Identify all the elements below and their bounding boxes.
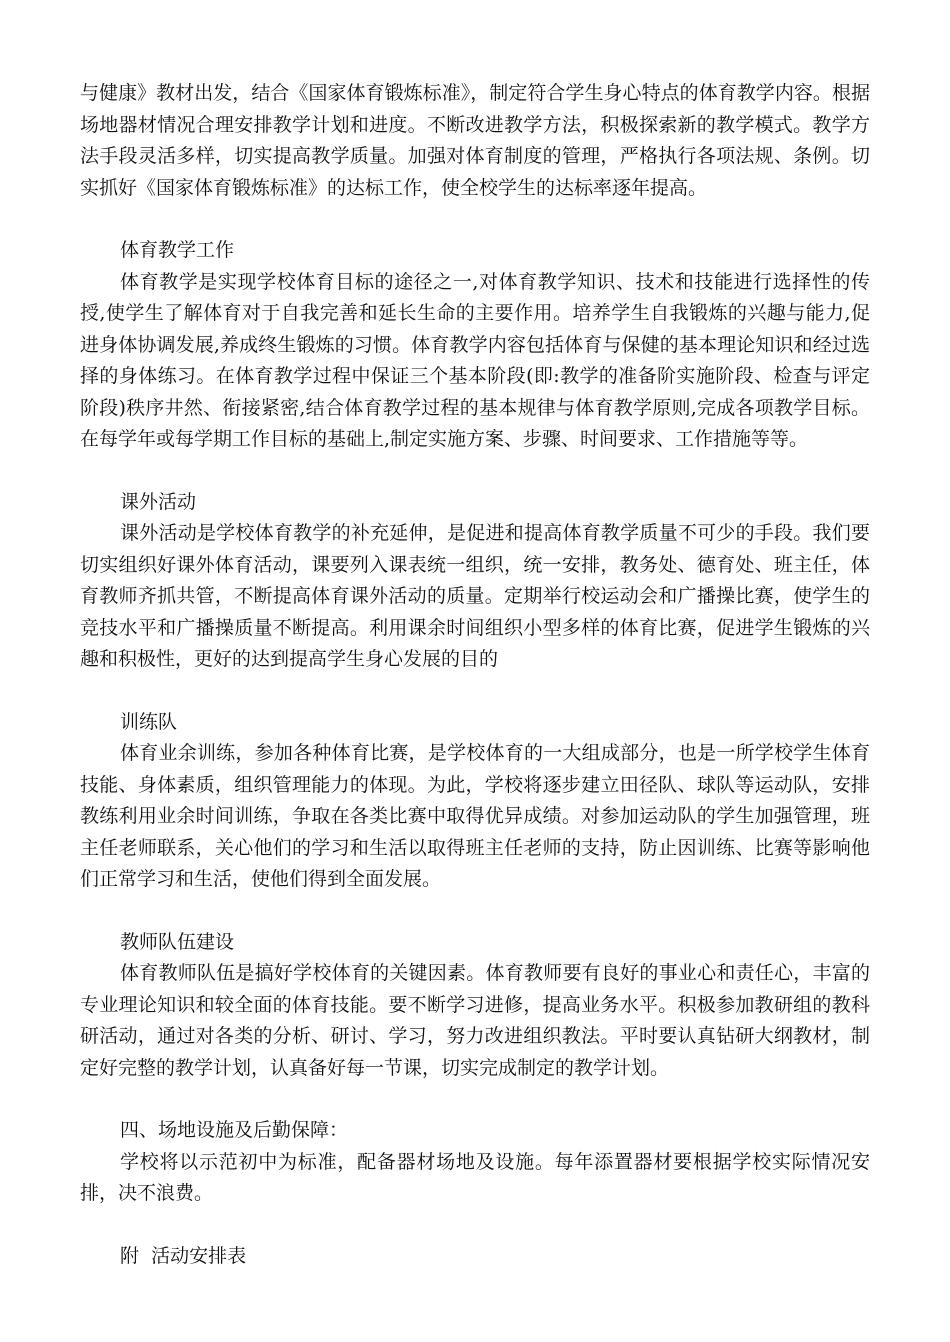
appendix-heading: 附 活动安排表 bbox=[120, 1244, 247, 1267]
section-body: 课外活动是学校体育教学的补充延伸，是促进和提高体育教学质量不可少的手段。我们要切实组织好课外体育活动，课要列入课表统一组织，统一安排，教务处、德育处、班主任，体育教师齐抓共管，不断提高体育课外活动的质量。定期举行校运动会和广播操比赛，使学生的竞技水平和广播操质量不断提高。利用课余时间组织小型多样的体育比赛，促进学生锻炼的兴趣和积极性，更好的达到提高学生身心发展的目的 bbox=[80, 522, 870, 670]
section-body: 体育业余训练，参加各种体育比赛，是学校体育的一大组成部分，也是一所学校学生体育技能、身体素质，组织管理能力的体现。为此，学校将逐步建立田径队、球队等运动队，安排教练利用业余时间训练，争取在各类比赛中取得优异成绩。对参加运动队的学生加强管理，班主任老师联系，关心他们的学习和生活以取得班主任老师的支持，防止因训练、比赛等影响他们正常学习和生活，使他们得到全面发展。 bbox=[80, 742, 870, 890]
section-teaching bbox=[80, 235, 870, 456]
intro-paragraph: 与健康》教材出发，结合《国家体育锻炼标准》，制定符合学生身心特点的体育教学内容。根据场地器材情况合理安排教学计划和进度。不断改进教学方法，积极探索新的教学模式。教学方法手段灵活多样，切实提高教学质量。加强对体育制度的管理，严格执行各项法规、条例。切实抓好《国家体育锻炼标准》的达标工作，使全校学生的达标率逐年提高。 bbox=[80, 82, 870, 199]
section-heading: 训练队 bbox=[120, 710, 178, 733]
section-heading: 四、场地设施及后勤保障： bbox=[120, 1119, 349, 1141]
section-training-team bbox=[80, 707, 870, 896]
section-heading: 体育教学工作 bbox=[120, 239, 235, 261]
section-heading: 课外活动 bbox=[120, 490, 197, 513]
section-body: 体育教师队伍是搞好学校体育的关键因素。体育教师要有良好的事业心和责任心，丰富的专业理论知识和较全面的体育技能。要不断学习进修，提高业务水平。积极参加教研组的教科研活动，通过对各类的分析、研讨、学习，努力改进组织教法。平时要认真钻研大纲教材，制定好完整的教学计划，认真备好每一节课，切实完成制定的教学计划。 bbox=[80, 962, 870, 1079]
section-appendix bbox=[80, 1241, 870, 1273]
section-heading: 教师队伍建设 bbox=[120, 930, 235, 953]
section-extracurricular bbox=[80, 487, 870, 676]
section-teacher-team bbox=[80, 927, 870, 1085]
section-facilities bbox=[80, 1115, 870, 1210]
section-body: 体育教学是实现学校体育目标的途径之一,对体育教学知识、技术和技能进行选择性的传授,使学生了解体育对于自我完善和延长生命的主要作用。培养学生自我锻炼的兴趣与能力,促进身体协调发展,养成终生锻炼的习惯。体育教学内容包括体育与保健的基本理论知识和经过选择的身体练习。在体育教学过程中保证三个基本阶段(即:教学的准备阶实施阶段、检查与评定阶段)秩序井然、衔接紧密,结合体育教学过程的基本规律与体育教学原则,完成各项教学目标。在每学年或每学期工作目标的基础上,制定实施方案、步骤、时间要求、工作措施等等。 bbox=[80, 270, 870, 450]
document-page bbox=[80, 78, 870, 1272]
section-body: 学校将以示范初中为标准，配备器材场地及设施。每年添置器材要根据学校实际情况安排，决不浪费。 bbox=[80, 1150, 870, 1204]
